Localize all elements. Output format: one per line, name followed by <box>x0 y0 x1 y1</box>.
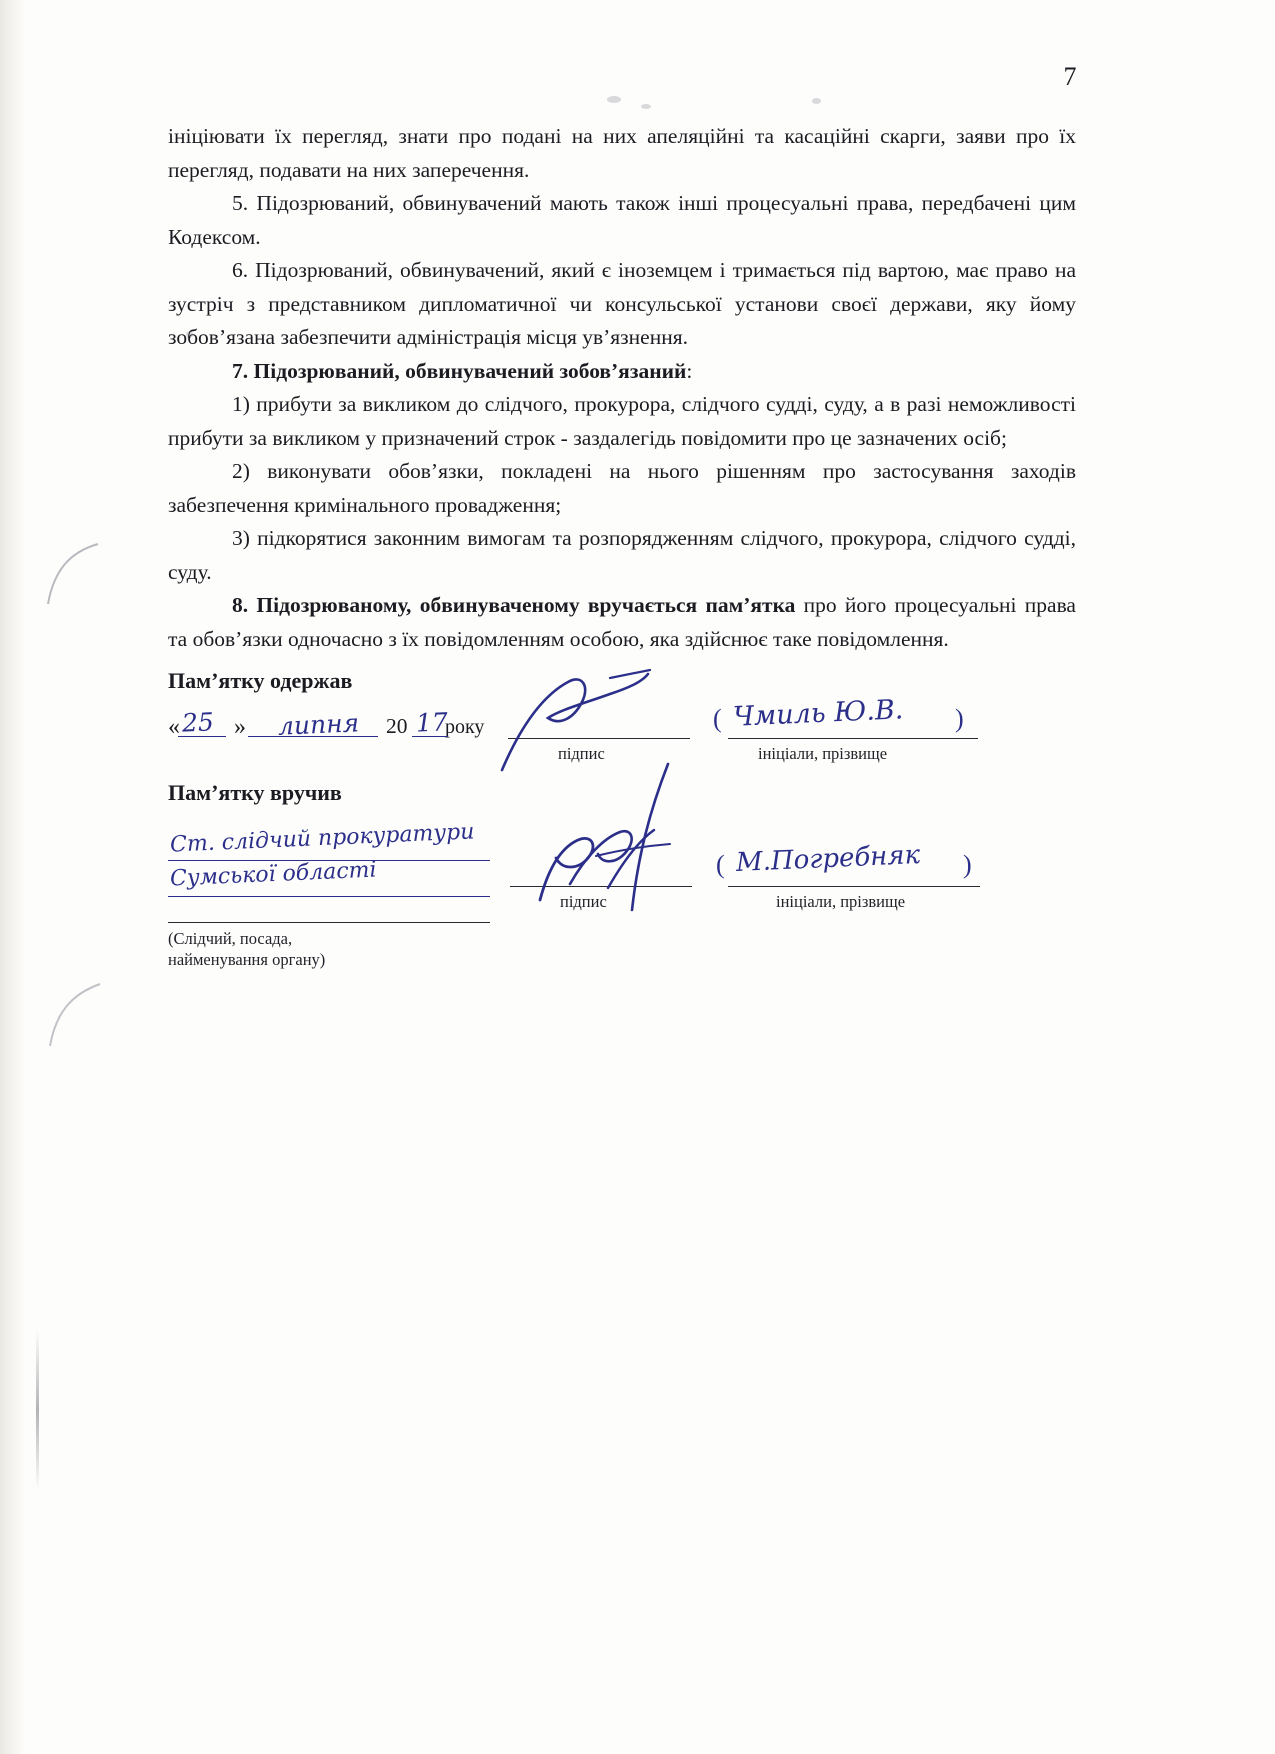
received-memo-block <box>168 668 1098 698</box>
scan-streak-artifact <box>36 1330 39 1490</box>
handed-position-line-1: Ст. слідчий прокуратури <box>169 819 475 858</box>
received-initials-handwritten: Чмиль Ю.В. <box>732 694 904 733</box>
handed-memo-title: Пам’ятку вручив <box>168 780 342 805</box>
received-memo-date-row <box>168 694 1098 776</box>
handed-paren-open: ( <box>716 850 725 879</box>
scan-speck-artifact <box>812 98 821 104</box>
signature-caption-received: підпис <box>558 744 605 763</box>
scan-speck-artifact <box>641 104 651 109</box>
handed-footer-rule <box>168 922 490 923</box>
paragraph-7-item-3: 3) підкорятися законним вимогам та розпорядженням слідчого, прокурора, слідчого судді, суду. <box>168 526 1076 584</box>
paragraph-7 <box>168 355 1076 389</box>
paragraph-7-item-2: 2) виконувати обов’язки, покладені на нього рішенням про застосування заходів забезпечення кримінального провадження; <box>168 459 1076 517</box>
handed-footer-note <box>168 928 325 970</box>
handed-initials-handwritten: М.Погребняк <box>735 839 921 879</box>
date-close-quote: » <box>234 714 246 740</box>
handed-footer-line-2: найменування органу) <box>168 950 326 969</box>
initials-caption-received: ініціали, прізвище <box>758 744 888 763</box>
signature-rule-received <box>508 738 690 739</box>
paragraph-6: 6. Підозрюваний, обвинувачений, який є іноземцем і тримається під вартою, має право на зустріч з представником дипломатичної чи консульської установи своєї держави, яку йому зобов’язана забезпечити адміністрація місця ув’язнення. <box>168 258 1076 349</box>
date-month-value: липня <box>277 708 360 741</box>
paragraph-7-item-1: 1) прибути за викликом до слідчого, прокурора, слідчого судді, суду, а в разі неможливості прибути за викликом у призначений строк - заздалегідь повідомити про це зазначених осіб; <box>168 392 1076 450</box>
page-number: 7 <box>1063 62 1077 91</box>
year-prefix: 20 <box>386 714 408 738</box>
scan-speck-artifact <box>607 96 621 103</box>
paragraph-continued: ініціювати їх перегляд, знати про подані на них апеляційні та касаційні скарги, заяви про їх перегляд, подавати на них заперечення. <box>168 124 1076 182</box>
handed-position-rule-1 <box>168 860 490 861</box>
scan-edge-artifact <box>0 0 26 1754</box>
signature-caption-handed: підпис <box>560 892 607 911</box>
handed-memo-block <box>168 780 1098 810</box>
handed-position-rule-2 <box>168 896 490 897</box>
date-open-quote: « <box>168 714 180 740</box>
year-word: року <box>445 716 485 738</box>
handed-footer-line-1: (Слідчий, посада, <box>168 929 293 948</box>
document-body <box>168 120 1076 656</box>
initials-caption-handed: ініціали, прізвище <box>776 892 906 911</box>
date-day-value: 25 <box>181 707 215 738</box>
received-paren-open: ( <box>713 704 722 733</box>
signature-rule-handed <box>510 886 692 887</box>
handed-paren-close: ) <box>963 850 972 879</box>
paragraph-7-tail: : <box>686 358 693 383</box>
scan-curve-artifact <box>44 980 104 1050</box>
year-suffix-value: 17 <box>415 707 449 738</box>
paragraph-8-heading: 8. Підозрюваному, обвинуваченому вручається пам’ятка <box>232 593 796 617</box>
received-paren-close: ) <box>955 704 964 733</box>
handed-position-line-2: Сумської області <box>169 857 378 892</box>
received-memo-title: Пам’ятку одержав <box>168 668 353 693</box>
date-month-rule <box>248 736 378 737</box>
year-rule <box>412 736 448 737</box>
paragraph-8-tail: про його процесуальні права та обов’язки одночасно з їх повідомленням особою, яка здійснює таке повідомлення. <box>168 593 1076 651</box>
scan-curve-artifact <box>40 540 100 610</box>
date-day-rule <box>178 736 226 737</box>
paragraph-8 <box>168 589 1076 656</box>
initials-rule-handed <box>728 886 980 887</box>
initials-rule-received <box>728 738 978 739</box>
paragraph-7-heading: 7. Підозрюваний, обвинувачений зобов’язаний <box>232 358 687 383</box>
paragraph-5: 5. Підозрюваний, обвинувачений мають також інші процесуальні права, передбачені цим Кодексом. <box>168 191 1076 249</box>
